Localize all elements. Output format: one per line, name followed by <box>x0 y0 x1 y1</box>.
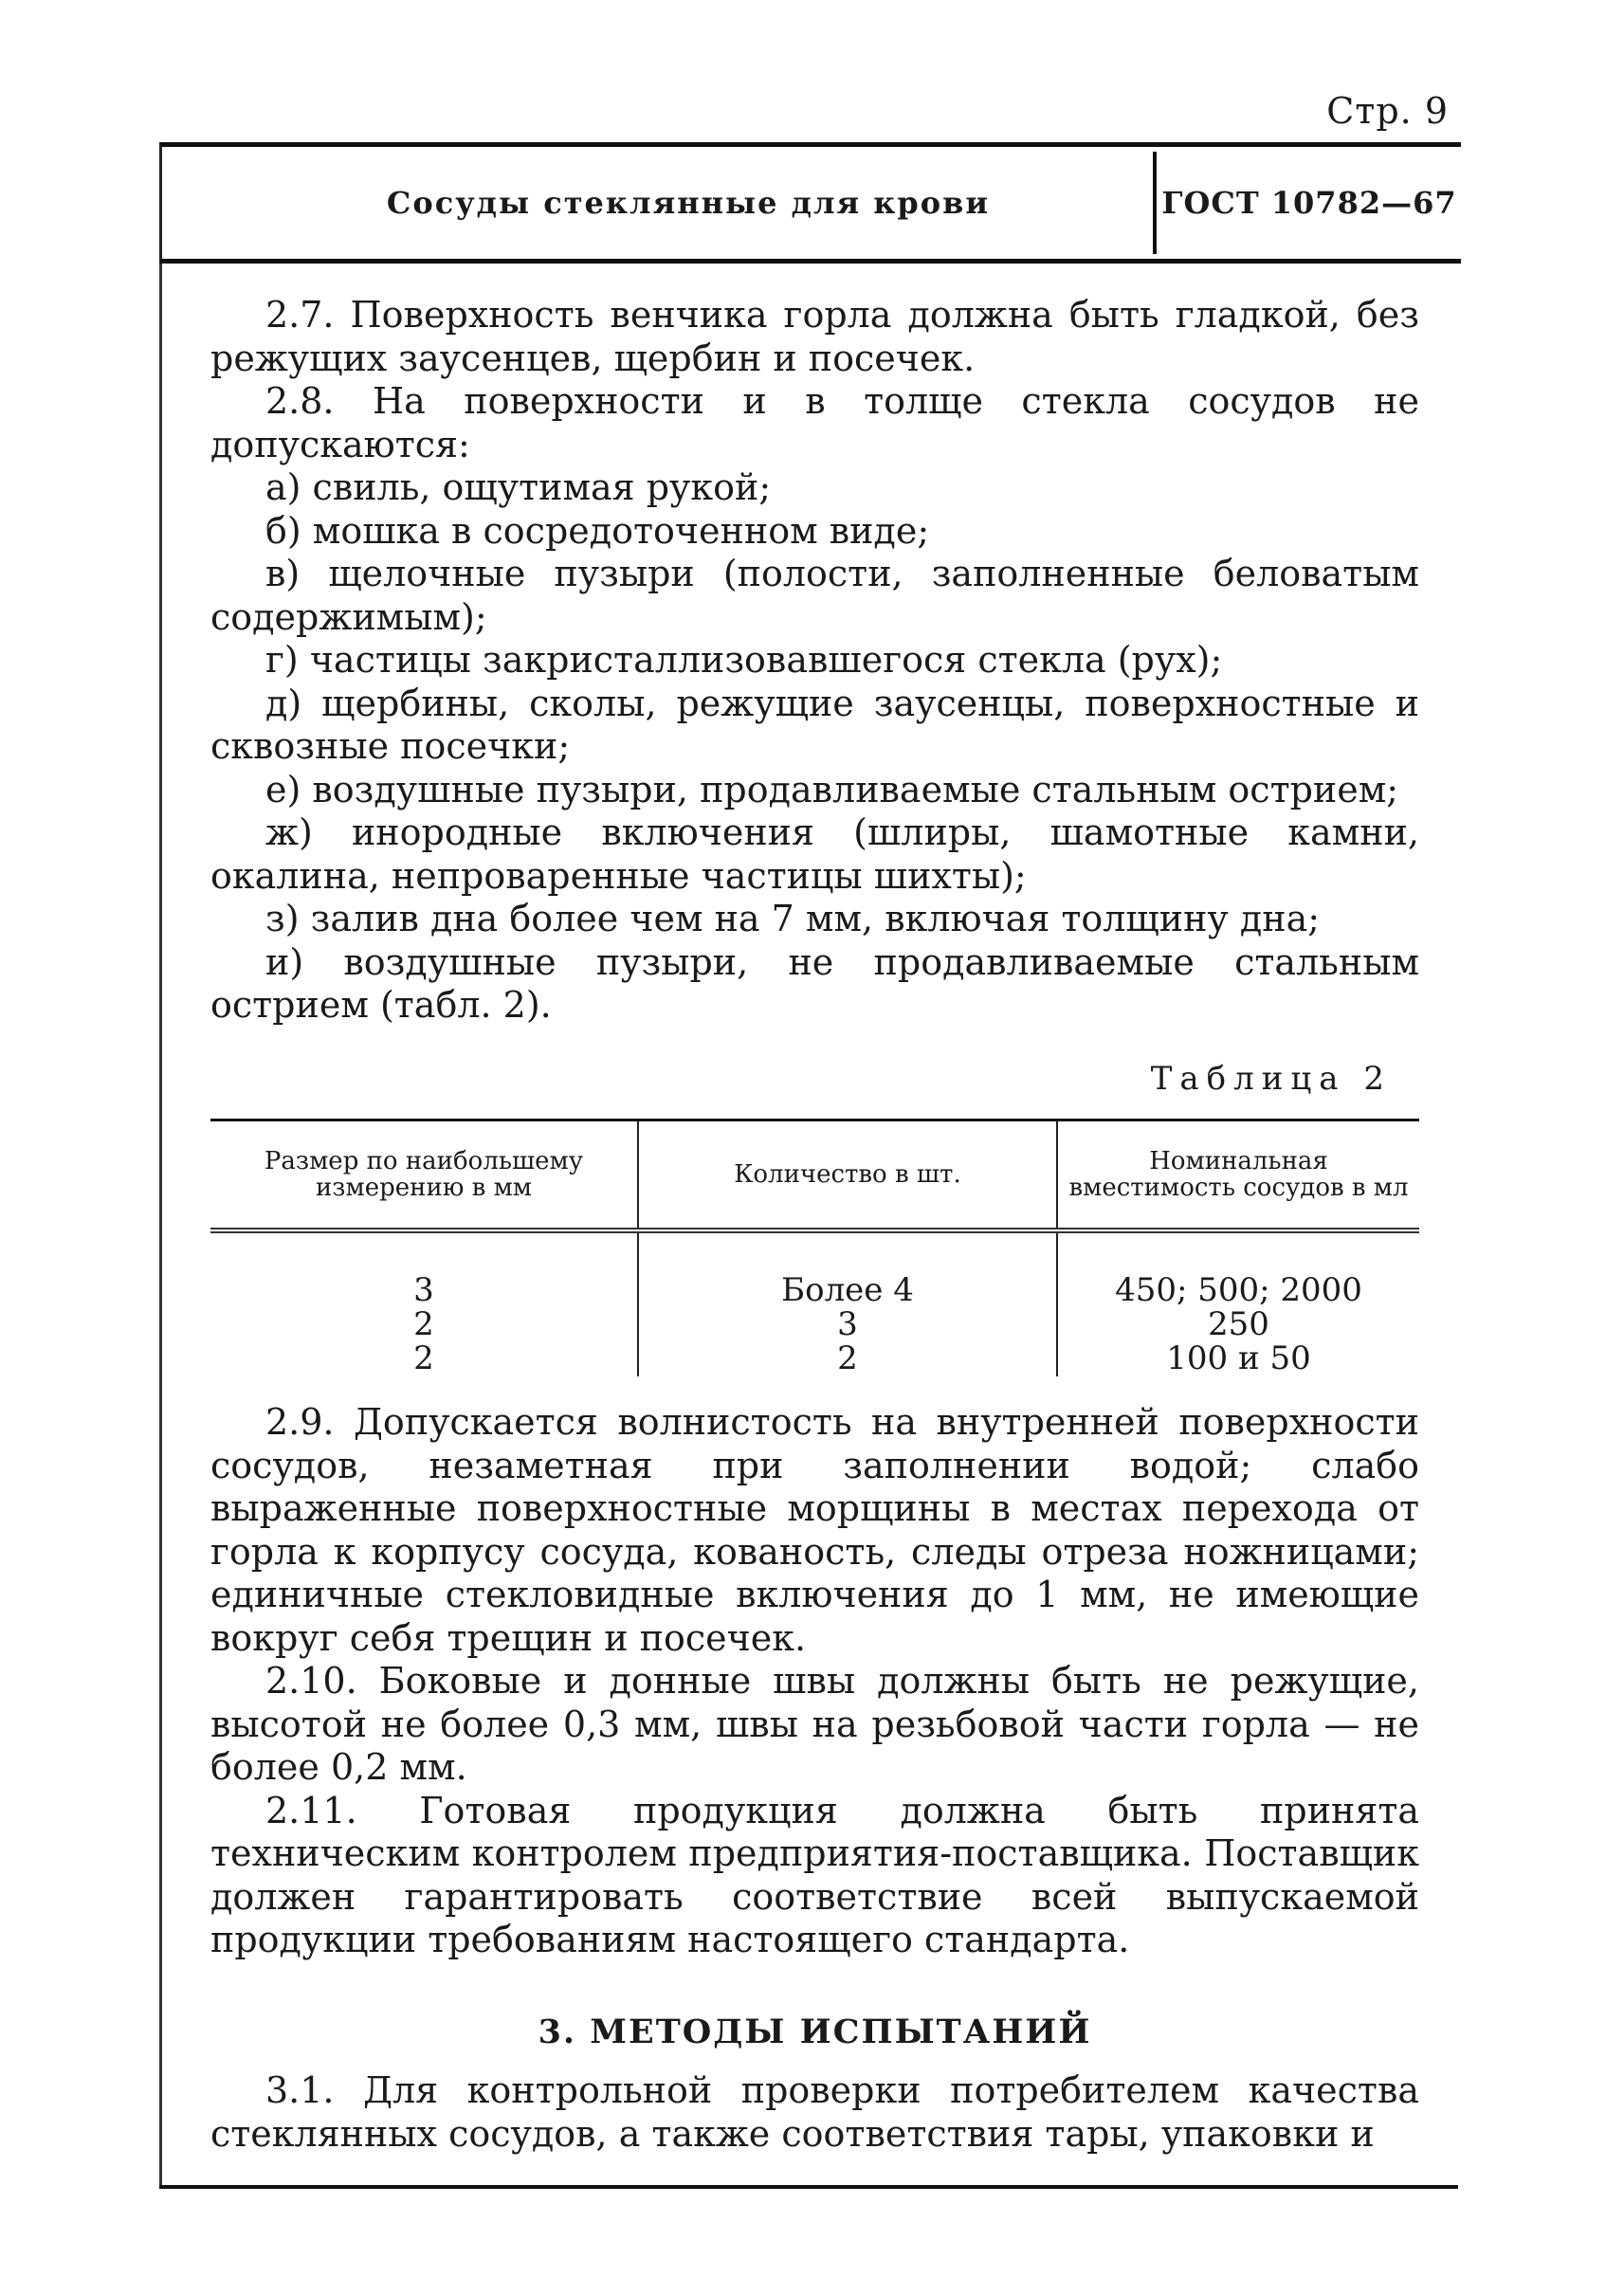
defects-table <box>210 1119 1419 1376</box>
list-item: з) залив дна более чем на 7 мм, включая толщину дна; <box>265 898 1321 939</box>
paragraph: 2.10. Боковые и донные швы должны быть не режущие, высотой не более 0,3 мм, швы на резьбовой части горла — не более 0,2 мм. <box>210 1660 1419 1788</box>
list-item: е) воздушные пузыри, продавливаемые стальным острием; <box>265 768 1399 811</box>
list-item: ж) инородные включения (шлиры, шамотные камни, окалина, непроваренные частицы шихты); <box>210 811 1419 897</box>
table-cell: 250 <box>1208 1305 1269 1343</box>
table-column-size <box>210 1230 638 1376</box>
table-body <box>210 1230 1419 1376</box>
paragraph: 2.11. Готовая продукция должна быть принята техническим контролем предприятия-поставщика. Поставщик должен гарантировать соответствие всей выпускаемой продукции требованиям настоящего стандарта. <box>210 1789 1419 1960</box>
list-item: в) щелочные пузыри (полости, заполненные беловатым содержимым); <box>210 553 1419 638</box>
table-cell: 100 и 50 <box>1166 1339 1311 1377</box>
bottom-rule <box>159 2185 1458 2189</box>
table-cell: 2 <box>413 1339 434 1377</box>
table-column-quantity <box>638 1230 1057 1376</box>
document-title: Сосуды стеклянные для крови <box>386 185 991 221</box>
list-item: г) частицы закристаллизовавшегося стекла (рух); <box>265 639 1223 681</box>
table-cell: 3 <box>837 1305 858 1343</box>
list-item: б) мошка в сосредоточенном виде; <box>265 509 930 552</box>
section-heading: 3. МЕТОДЫ ИСПЫТАНИЙ <box>538 2013 1092 2051</box>
paragraph: 2.8. На поверхности и в толще стекла сосудов не допускаются: <box>210 380 1419 465</box>
body-text-bottom <box>210 2069 1419 2156</box>
page-number: Стр. 9 <box>1326 90 1449 132</box>
table-header-quantity: Количество в шт. <box>638 1120 1057 1231</box>
header-divider <box>1153 152 1157 254</box>
body-text-top <box>210 294 1419 1028</box>
list-item: и) воздушные пузыри, не продавливаемые стальным острием (табл. 2). <box>210 940 1419 1026</box>
paragraph: 3.1. Для контрольной проверки потребителем качества стеклянных сосудов, а также соответствия тары, упаковки и <box>210 2069 1419 2155</box>
standard-code: ГОСТ 10782—67 <box>1161 185 1457 221</box>
table-header-capacity: Номинальная вместимость сосудов в мл <box>1057 1120 1419 1231</box>
table-header-size: Размер по наибольшему измерению в мм <box>210 1120 638 1231</box>
table-cell: 3 <box>413 1271 434 1309</box>
table-cell: 2 <box>837 1339 858 1377</box>
list-item: а) свиль, ощутимая рукой; <box>265 466 772 508</box>
table-cell: 2 <box>413 1305 434 1343</box>
table-cell: Более 4 <box>781 1271 914 1309</box>
table-cell: 450; 500; 2000 <box>1115 1271 1362 1309</box>
document-header <box>159 142 1461 264</box>
table-column-capacity <box>1057 1230 1419 1376</box>
table-caption: Таблица 2 <box>1150 1060 1392 1098</box>
left-margin-rule <box>159 142 162 2188</box>
paragraph: 2.9. Допускается волнистость на внутренней поверхности сосудов, незаметная при заполнении водой; слабо выраженные поверхностные морщины в местах перехода от горла к корпусу сосуда, кованость, следы отреза ножницами; единичные стекловидные включения до 1 мм, не имеющие вокруг себя трещин и посечек. <box>210 1401 1419 1659</box>
list-item: д) щербины, сколы, режущие заусенцы, поверхностные и сквозные посечки; <box>210 682 1419 767</box>
paragraph: 2.7. Поверхность венчика горла должна быть гладкой, без режущих заусенцев, щербин и посечек. <box>210 294 1419 379</box>
body-text-middle <box>210 1401 1419 1962</box>
